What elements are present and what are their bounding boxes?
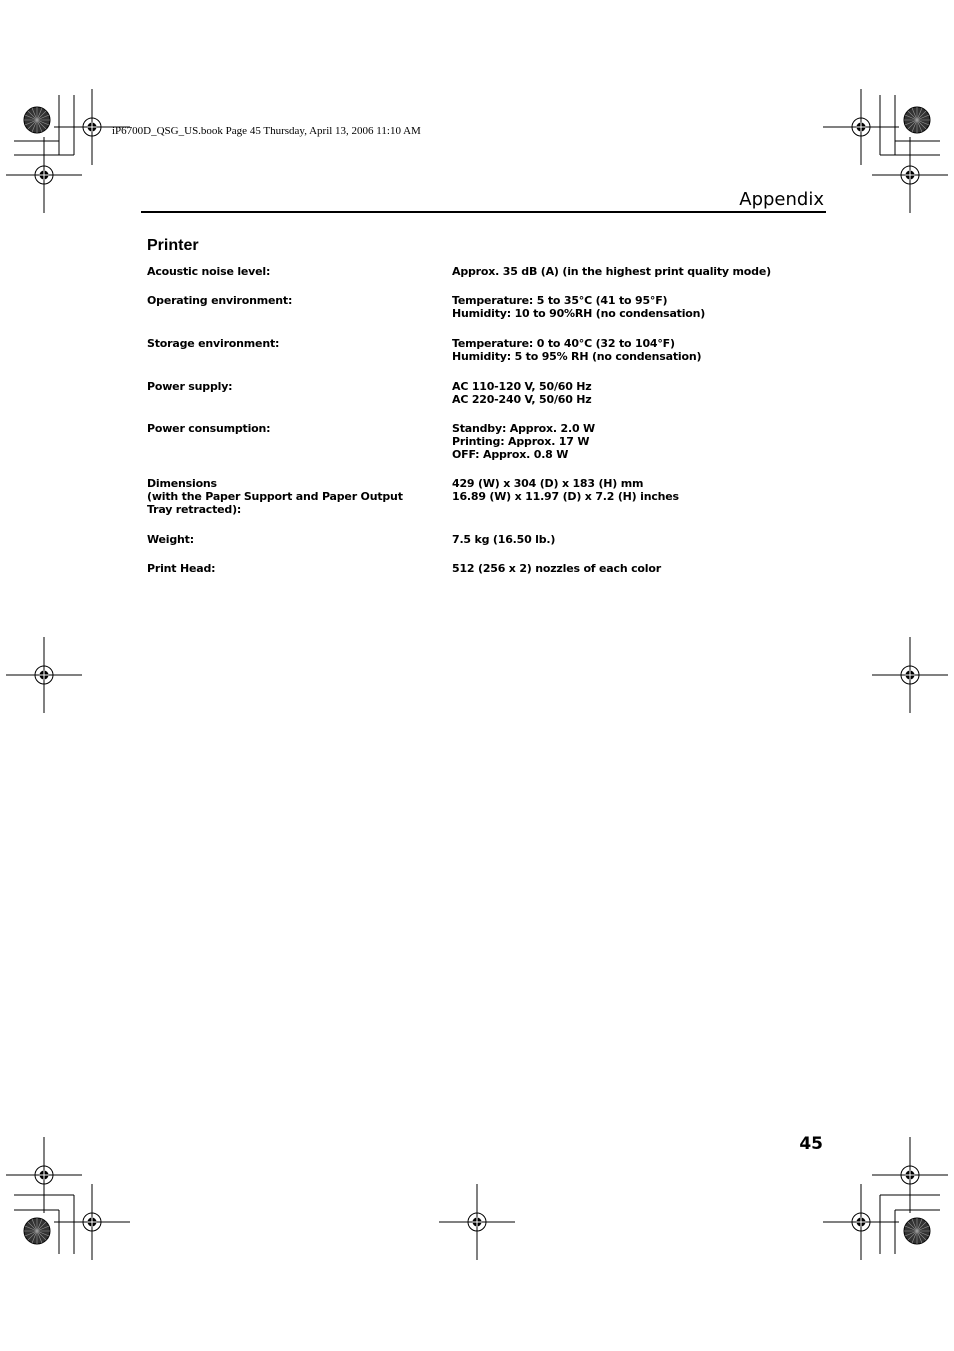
section-header: Appendix — [739, 189, 824, 210]
spec-value: 429 (W) x 304 (D) x 183 (H) mm 16.89 (W) x 11.97 (D) x 7.2 (H) inches — [452, 477, 679, 503]
spec-label: Print Head: — [147, 562, 216, 575]
section-title: Printer — [147, 237, 199, 254]
spec-label: Storage environment: — [147, 337, 280, 350]
spec-label: Operating environment: — [147, 294, 293, 307]
spec-value: Temperature: 5 to 35°C (41 to 95°F) Humidity: 10 to 90%RH (no condensation) — [452, 294, 706, 320]
spec-value: 7.5 kg (16.50 lb.) — [452, 533, 556, 546]
spec-value: Approx. 35 dB (A) (in the highest print quality mode) — [452, 265, 771, 278]
header-rule — [141, 211, 826, 213]
spec-label: Dimensions (with the Paper Support and Paper Output Tray retracted): — [147, 477, 403, 516]
spec-label: Acoustic noise level: — [147, 265, 271, 278]
page-number: 45 — [799, 1134, 823, 1154]
spec-value: Standby: Approx. 2.0 W Printing: Approx. 17 W OFF: Approx. 0.8 W — [452, 422, 595, 461]
spec-value: AC 110-120 V, 50/60 Hz AC 220-240 V, 50/60 Hz — [452, 380, 592, 406]
spec-label: Weight: — [147, 533, 194, 546]
spec-label: Power supply: — [147, 380, 233, 393]
spec-value: Temperature: 0 to 40°C (32 to 104°F) Humidity: 5 to 95% RH (no condensation) — [452, 337, 702, 363]
spec-value: 512 (256 x 2) nozzles of each color — [452, 562, 661, 575]
spec-label: Power consumption: — [147, 422, 271, 435]
print-slug: iP6700D_QSG_US.book Page 45 Thursday, April 13, 2006 11:10 AM — [112, 125, 421, 137]
